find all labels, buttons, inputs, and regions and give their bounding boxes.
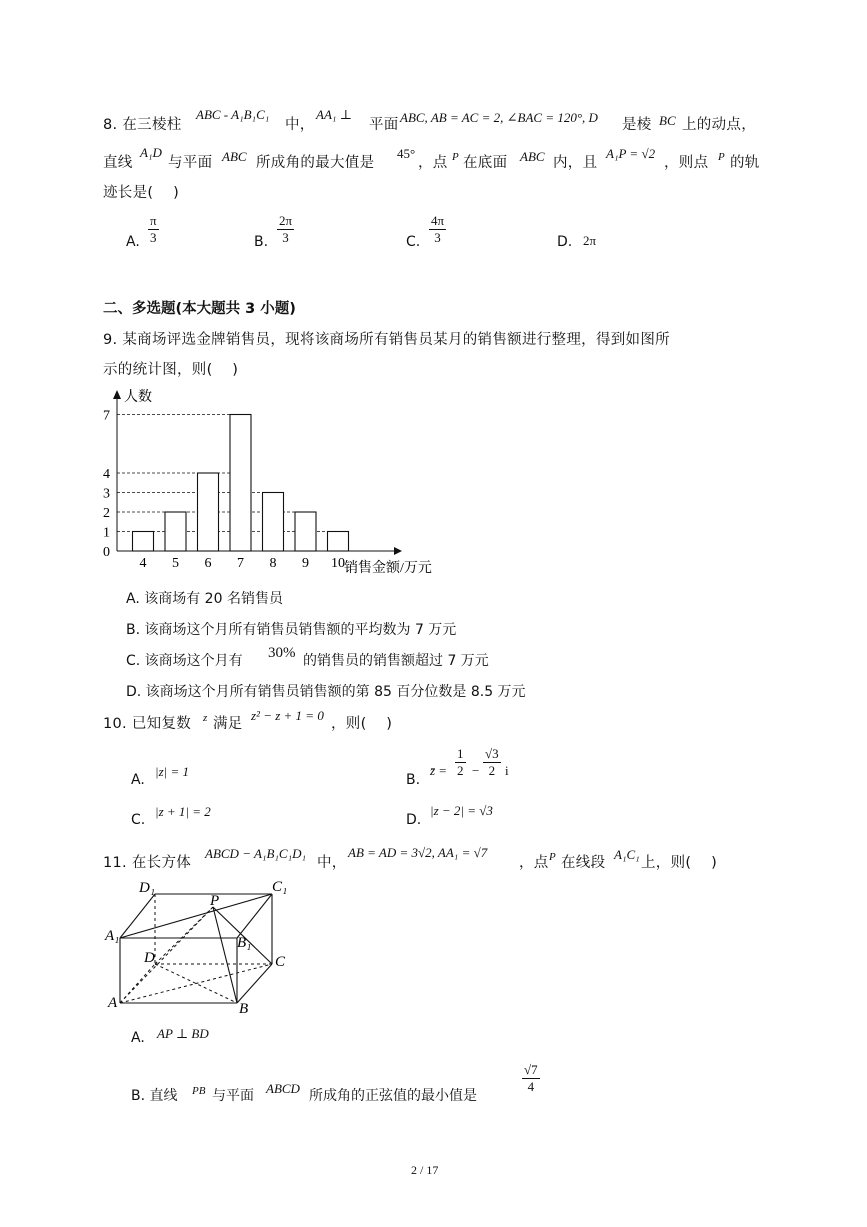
q10-text: 10. 已知复数 xyxy=(103,716,192,732)
y-tick-label: 2 xyxy=(103,506,110,521)
bar xyxy=(165,512,186,551)
chart-bars xyxy=(133,415,349,552)
q10-option-b-minus: − xyxy=(472,763,480,778)
q9-line-1: 9. 某商场评选金牌销售员，现将该商场所有销售员某月的销售额进行整理，得到如图所 xyxy=(103,332,670,348)
q9-option-a: A. 该商场有 20 名销售员 xyxy=(126,591,283,607)
x-tick-label: 10 xyxy=(331,556,345,571)
q11-option-a: AP ⊥ BD xyxy=(157,1026,209,1041)
q8-text: 在底面 xyxy=(463,155,508,171)
q9-option-d: D. 该商场这个月所有销售员销售额的第 85 百分位数是 8.5 万元 xyxy=(126,684,526,700)
q11-text: 11. 在长方体 xyxy=(103,855,192,871)
q10-option-b-frac-2: $\frac{√3}{2}$ xyxy=(485,746,499,778)
q10-option-d: |z − 2| = √3 xyxy=(430,803,493,818)
vertex-label-b1: B₁ xyxy=(237,935,252,951)
q11-cuboid-figure xyxy=(100,872,300,1022)
x-tick-label: 4 xyxy=(139,556,147,571)
q11-p: P xyxy=(549,851,556,863)
q8-prism: ABC - A₁B₁C₁ xyxy=(196,107,270,122)
q8-text: 内，且 xyxy=(553,155,598,171)
q11-option-b-abcd: ABCD xyxy=(266,1081,300,1096)
q8-text: ，点 xyxy=(418,155,448,171)
q8-option-d-value: 2π xyxy=(583,233,597,248)
q10-option-c-label: C. xyxy=(131,812,146,828)
q8-text: 迹长是( ) xyxy=(103,185,180,201)
q8-degree: 45° xyxy=(397,146,416,161)
q8-text: 与平面 xyxy=(168,155,213,171)
chart-y-tick-labels xyxy=(103,409,110,561)
q9-line-2: 示的统计图，则( ) xyxy=(103,362,239,378)
y-axis-arrow-icon xyxy=(113,390,121,399)
q8-bc: BC xyxy=(659,113,676,128)
q11-option-b-fraction: $\frac{√7}{4}$ xyxy=(524,1062,538,1094)
q9-option-c-percent: 30% xyxy=(268,645,296,661)
edge-b1c1 xyxy=(237,894,272,938)
edge-bc xyxy=(237,964,272,1003)
x-tick-label: 5 xyxy=(172,556,179,571)
q9-bar-chart xyxy=(100,385,460,577)
y-tick-label: 4 xyxy=(103,467,110,482)
q10-option-b-label: B. xyxy=(406,772,421,788)
bar xyxy=(263,493,284,552)
q8-option-a-fraction: $\frac{\pi}{3}$ xyxy=(150,213,157,245)
q8-cond1: AA₁ ⊥ xyxy=(316,107,352,122)
q8-text: 直线 xyxy=(103,155,133,171)
q10-option-b-i: i xyxy=(505,763,509,778)
q11-option-a-label: A. xyxy=(131,1030,145,1046)
q8-a1d: A₁D xyxy=(140,145,162,160)
q8-option-b-fraction: $\frac{2\pi}{3}$ xyxy=(279,213,293,245)
x-tick-label: 6 xyxy=(204,556,212,571)
x-tick-label: 8 xyxy=(269,556,277,571)
q10-text: 满足 xyxy=(213,716,243,732)
bar xyxy=(133,532,154,552)
y-tick-label: 7 xyxy=(103,408,110,424)
vertex-label-b: B xyxy=(239,1001,249,1017)
diagonal-a1c1 xyxy=(120,894,272,938)
q10-option-a: |z| = 1 xyxy=(155,764,189,779)
vertex-label-a: A xyxy=(108,995,118,1011)
q8-text: 上的动点， xyxy=(682,117,756,133)
q8-text: 平面 xyxy=(369,117,399,133)
q11-option-b-text: 与平面 xyxy=(212,1088,254,1104)
x-tick-label: 9 xyxy=(302,556,309,571)
y-tick-label: 1 xyxy=(103,525,110,541)
page-number: 2 / 17 xyxy=(411,1163,439,1177)
bar xyxy=(198,473,219,551)
q8-p: P xyxy=(718,151,725,163)
q8-text: 所成角的最大值是 xyxy=(256,155,375,171)
vertex-label-c1: C₁ xyxy=(272,879,288,895)
x-axis-label: 销售金额/万元 xyxy=(344,561,432,576)
q10-equation: z² − z + 1 = 0 xyxy=(251,708,324,723)
q9-option-c: C. 该商场这个月有 xyxy=(126,653,243,669)
vertex-label-p: P xyxy=(210,893,220,909)
q10-option-b-lhs: z̄ = xyxy=(430,763,448,778)
q8-option-a-label: A. xyxy=(126,234,140,250)
q8-option-b-label: B. xyxy=(254,234,269,250)
vertex-label-c: C xyxy=(275,954,286,970)
q8-option-c-label: C. xyxy=(406,234,421,250)
q8-abc: ABC xyxy=(222,149,247,164)
q8-text: ，则点 xyxy=(664,155,709,171)
q8-text: 的轨 xyxy=(730,155,760,171)
q8-option-c-fraction: $\frac{4\pi}{3}$ xyxy=(431,213,445,245)
bar xyxy=(295,512,316,551)
vertex-label-a1: A₁ xyxy=(105,928,120,944)
q10-option-c: |z + 1| = 2 xyxy=(155,804,211,819)
q8-option-d-label: D. xyxy=(557,234,573,250)
chart-x-tick-labels xyxy=(140,556,346,571)
q8-p: P xyxy=(452,151,459,163)
q10-option-a-label: A. xyxy=(131,772,145,788)
q9-option-b: B. 该商场这个月所有销售员销售额的平均数为 7 万元 xyxy=(126,622,457,638)
q11-condition: AB = AD = 3√2, AA₁ = √7 xyxy=(348,845,488,860)
section-title: 二、多选题(本大题共 3 小题) xyxy=(103,301,296,317)
y-tick-label: 3 xyxy=(103,486,110,502)
vertex-label-d: D xyxy=(144,950,155,966)
vertex-label-d1: D₁ xyxy=(139,880,156,896)
q11-option-b-pb: PB xyxy=(192,1085,206,1097)
q8-text: 是棱 xyxy=(622,117,652,133)
x-axis-arrow-icon xyxy=(394,547,402,555)
q11-text: 在线段 xyxy=(561,855,606,871)
q11-segment: A₁C₁ xyxy=(614,847,640,862)
q11-option-b-text: B. 直线 xyxy=(131,1088,178,1104)
q11-text: ，点 xyxy=(519,855,549,871)
q8-abc: ABC xyxy=(520,149,545,164)
q11-text: 上，则( ) xyxy=(641,855,718,871)
y-tick-label: 0 xyxy=(103,545,110,560)
q11-text: 中， xyxy=(317,855,347,871)
q10-option-b-frac-1: $\frac{1}{2}$ xyxy=(457,746,464,778)
q8-a1p: A₁P = √2 xyxy=(606,146,656,161)
q9-option-c-tail: 的销售员的销售额超过 7 万元 xyxy=(303,653,489,669)
q10-text: ，则( ) xyxy=(331,716,393,732)
x-tick-label: 7 xyxy=(237,556,244,571)
q8-cond2: ABC, AB = AC = 2, ∠BAC = 120°, D xyxy=(400,110,598,125)
q8-number: 8. 在三棱柱 xyxy=(103,117,182,133)
q11-option-b-text: 所成角的正弦值的最小值是 xyxy=(309,1088,477,1104)
segment-pb xyxy=(213,907,237,1003)
y-axis-label: 人数 xyxy=(124,390,152,405)
q11-solid: ABCD − A₁B₁C₁D₁ xyxy=(205,846,306,861)
bar xyxy=(328,532,349,552)
edge-a1d1 xyxy=(120,894,155,938)
bar xyxy=(230,415,251,552)
hidden-diagonal-ac xyxy=(120,964,272,1003)
q10-z: z xyxy=(203,712,208,724)
q10-option-d-label: D. xyxy=(406,812,422,828)
q8-text: 中， xyxy=(285,117,315,133)
